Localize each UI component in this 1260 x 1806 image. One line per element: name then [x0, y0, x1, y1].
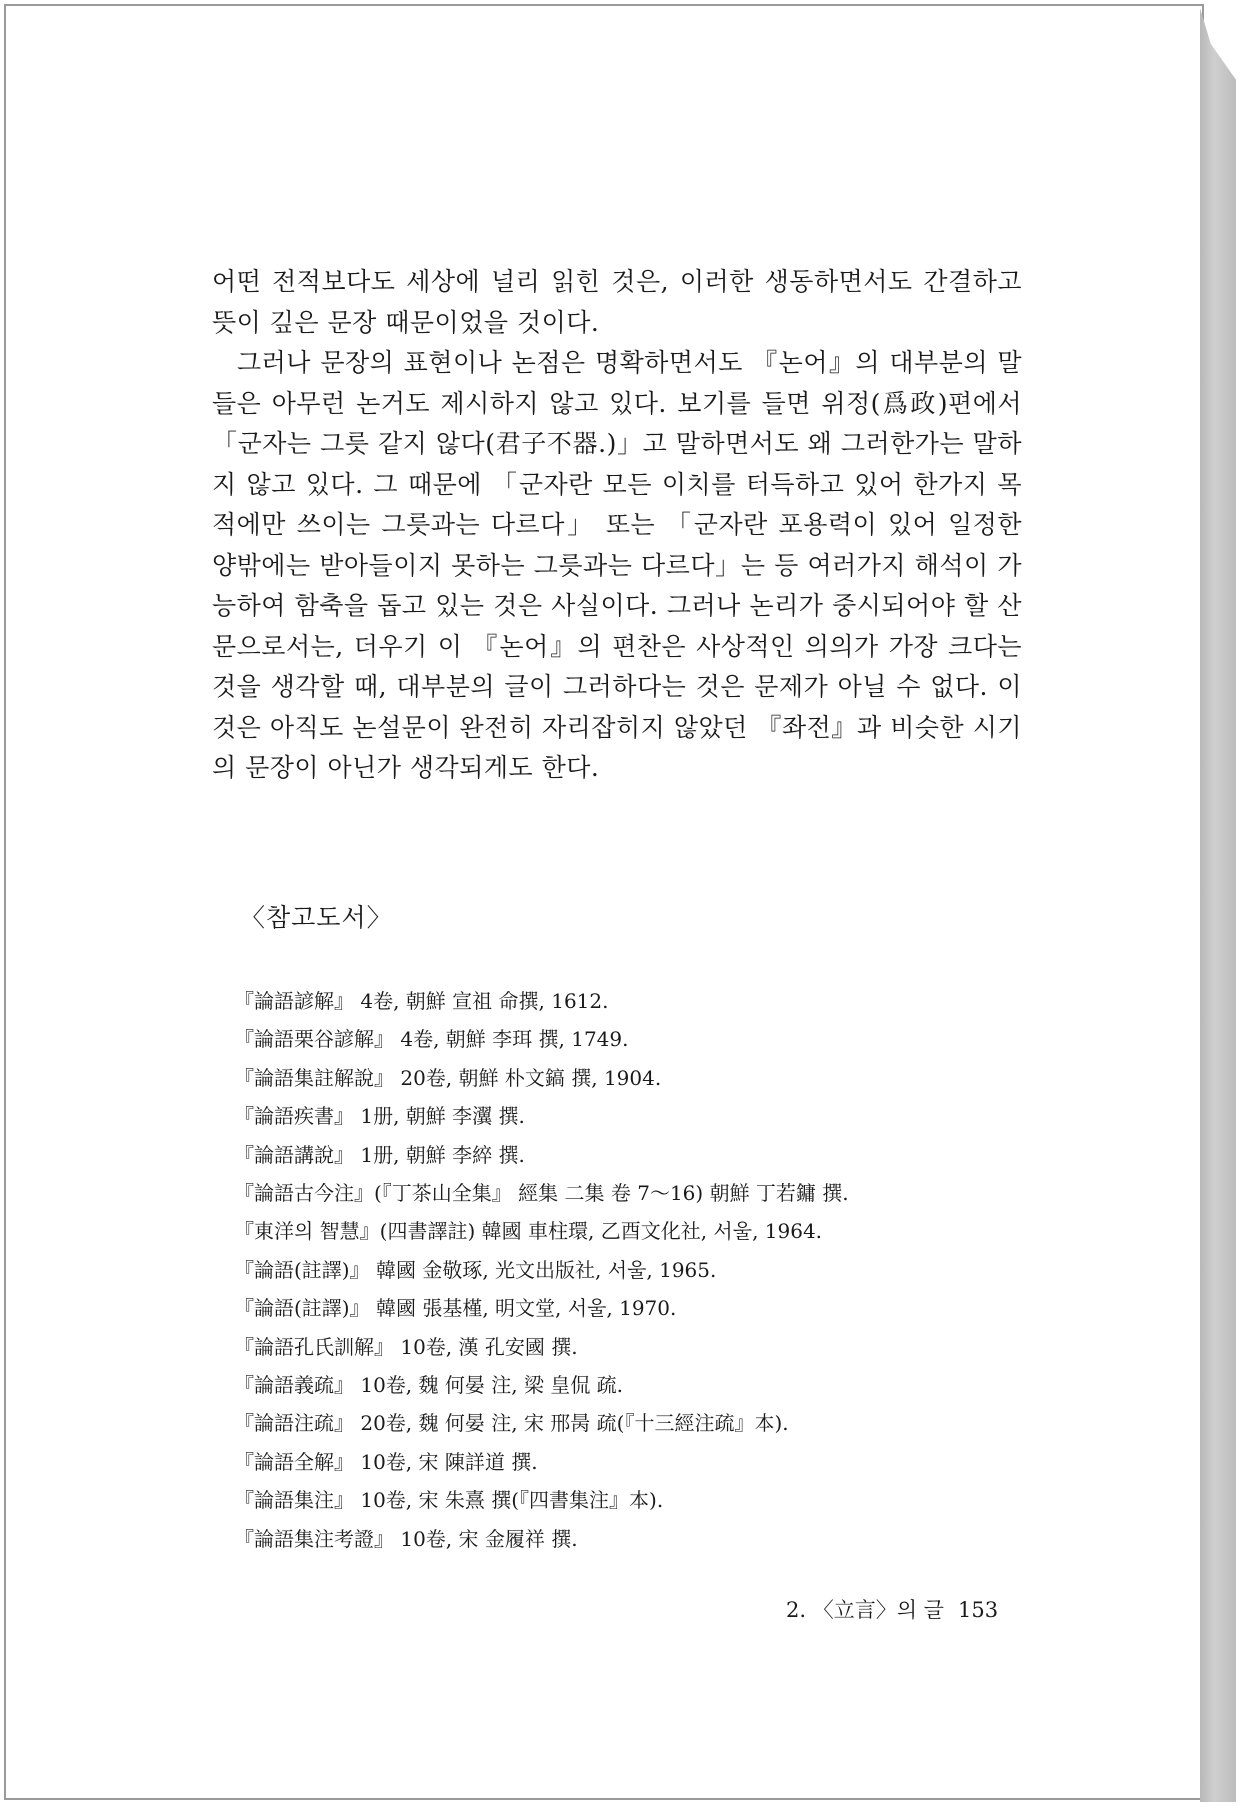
reference-item: 『論語(註譯)』 韓國 金敬琢, 光文出版社, 서울, 1965. — [234, 1257, 717, 1282]
references-heading: 〈참고도서〉 — [240, 903, 393, 932]
reference-item: 『論語疾書』 1册, 朝鮮 李瀷 撰. — [234, 1104, 525, 1129]
reference-item: 『論語孔氏訓解』 10卷, 漢 孔安國 撰. — [234, 1334, 578, 1359]
running-head: 2. 〈立言〉의 글 — [786, 1598, 944, 1622]
references-list — [234, 982, 1034, 1558]
reference-item: 『東洋의 智慧』(四書譯註) 韓國 車柱環, 乙酉文化社, 서울, 1964. — [234, 1219, 823, 1244]
reference-item: 『論語栗谷諺解』 4卷, 朝鮮 李珥 撰, 1749. — [234, 1027, 629, 1052]
reference-item: 『論語注疏』 20卷, 魏 何晏 注, 宋 邢昺 疏(『十三經注疏』本). — [234, 1411, 789, 1436]
paragraph-main: 그러나 문장의 표현이나 논점은 명확하면서도 『논어』의 대부분의 말들은 아무런 논거도 제시하지 않고 있다. 보기를 들면 위정(爲政)편에서 「군자는 그릇 같지 않다(君子不器.)」고 말하면서도 왜 그러한가는 말하지 않고 있다. 그 때문에 「군자란 모든 이치를 터득하고 있어 한가지 목적에만 쓰이는 그릇과는 다르다」 또는 「군자란 포용력이 있어 일정한 양밖에는 받아들이지 못하는 그릇과는 다르다」는 등 여러가지 해석이 가능하여 함축을 돕고 있는 것은 사실이다. 그러나 논리가 중시되어야 할 산문으로서는, 더우기 이 『논어』의 편찬은 사상적인 의의가 가장 크다는 것을 생각할 때, 대부분의 글이 그러하다는 것은 문제가 아닐 수 없다. 이것은 아직도 논설문이 완전히 자리잡히지 않았던 『좌전』과 비슷한 시기의 문장이 아닌가 생각되게도 한다. — [212, 348, 1022, 782]
reference-item: 『論語集註解說』 20卷, 朝鮮 朴文鎬 撰, 1904. — [234, 1065, 662, 1090]
reference-item: 『論語(註譯)』 韓國 張基槿, 明文堂, 서울, 1970. — [234, 1296, 677, 1321]
page-edge-shadow — [1200, 8, 1236, 1802]
reference-item: 『論語全解』 10卷, 宋 陳詳道 撰. — [234, 1449, 538, 1474]
reference-item: 『論語集注』 10卷, 宋 朱熹 撰(『四書集注』本). — [234, 1488, 664, 1513]
paragraph-continuation: 어떤 전적보다도 세상에 널리 읽힌 것은, 이러한 생동하면서도 간결하고 뜻이 깊은 문장 때문이었을 것이다. — [212, 267, 1022, 337]
book-page — [4, 4, 1204, 1800]
body-text — [212, 262, 1022, 789]
reference-item: 『論語諺解』 4卷, 朝鮮 宣祖 命撰, 1612. — [234, 989, 609, 1013]
reference-item: 『論語集注考證』 10卷, 宋 金履祥 撰. — [234, 1526, 578, 1551]
reference-item: 『論語講說』 1册, 朝鮮 李綷 撰. — [234, 1142, 525, 1167]
reference-item: 『論語義疏』 10卷, 魏 何晏 注, 梁 皇侃 疏. — [234, 1373, 624, 1398]
page-number: 153 — [957, 1598, 999, 1622]
page-footer — [786, 1594, 998, 1624]
reference-item: 『論語古今注』(『丁茶山全集』 經集 二集 卷 7～16) 朝鮮 丁若鏞 撰. — [234, 1181, 849, 1206]
